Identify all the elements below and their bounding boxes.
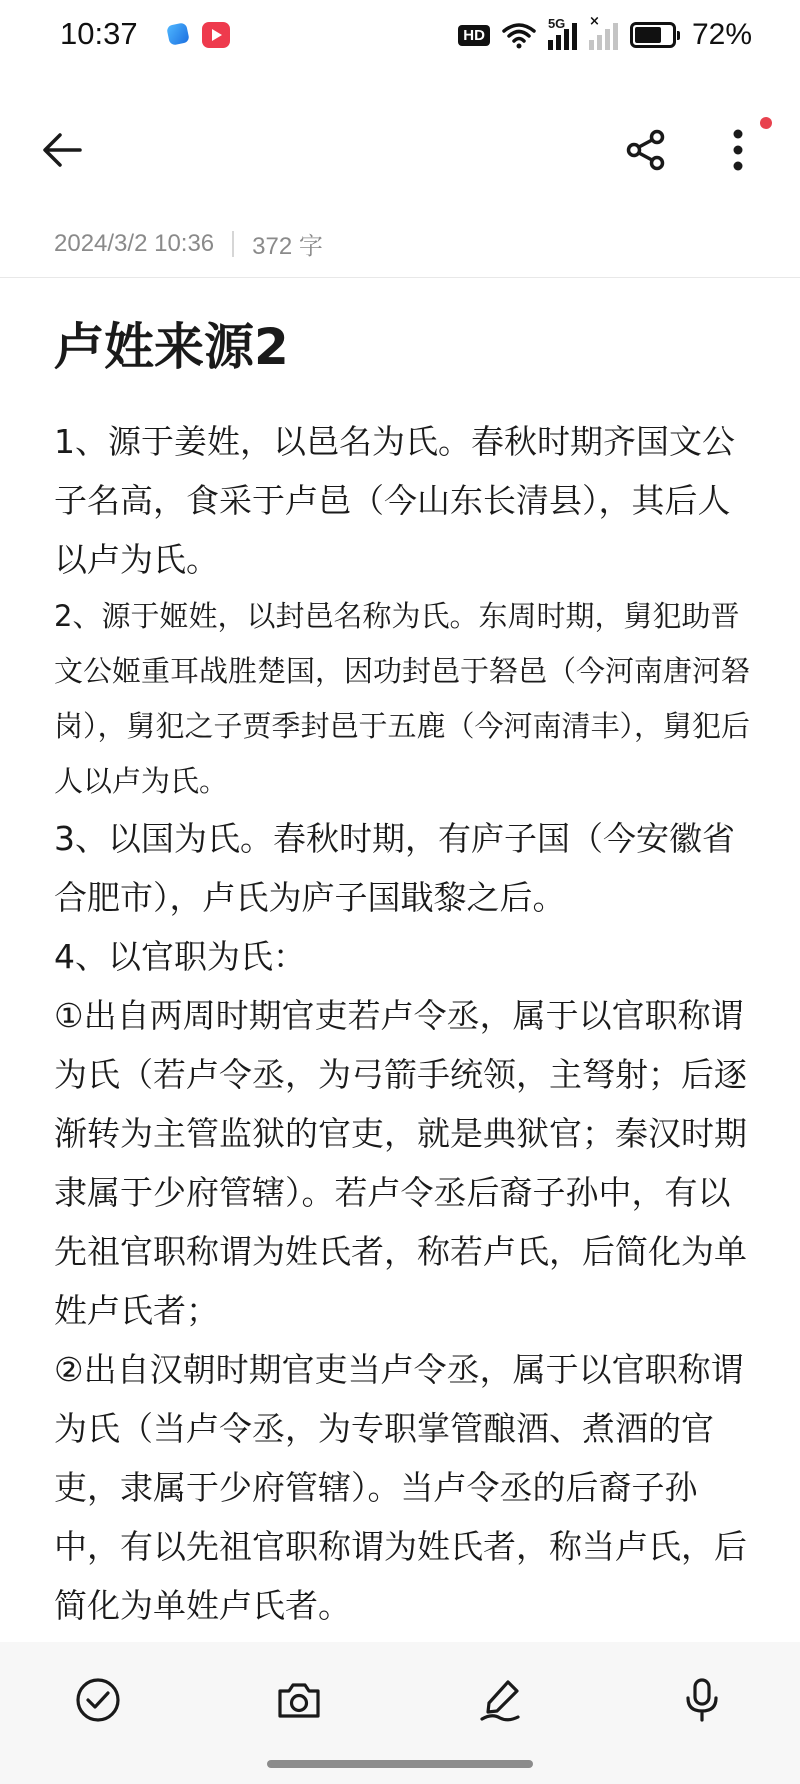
- note-paragraph: 1、源于姜姓，以邑名为氏。春秋时期齐国文公子名高，食采于卢邑（今山东长清县），其后人以卢为氏。: [54, 422, 735, 579]
- note-date: 2024/3/2 10:36: [54, 229, 215, 257]
- battery-icon: [630, 22, 680, 48]
- battery-percent: 72%: [691, 18, 752, 51]
- checklist-icon: [75, 1677, 121, 1723]
- voice-button[interactable]: [670, 1668, 734, 1732]
- note-meta: [54, 226, 323, 261]
- more-vertical-icon: [732, 129, 744, 171]
- handwriting-icon: [478, 1677, 524, 1723]
- share-icon: [625, 129, 667, 171]
- signal-5g-icon: [547, 16, 577, 50]
- arrow-left-icon: [40, 128, 84, 172]
- note-body[interactable]: [54, 412, 754, 1635]
- cloud-app-icon: [166, 22, 190, 46]
- handwriting-button[interactable]: [469, 1668, 533, 1732]
- status-bar: [0, 0, 800, 72]
- back-button[interactable]: [30, 100, 94, 200]
- app-bar: [0, 100, 800, 200]
- more-button[interactable]: [706, 100, 770, 200]
- note-title[interactable]: 卢姓来源2: [54, 318, 289, 376]
- wifi-icon: [502, 21, 536, 49]
- home-indicator[interactable]: [267, 1760, 533, 1768]
- header-divider: [0, 277, 800, 278]
- note-paragraph: 4、以官职为氏：: [54, 937, 306, 976]
- note-paragraph: 2、源于姬姓，以封邑名称为氏。东周时期，舅犯助晋文公姬重耳战胜楚国，因功封邑于砮邑（今河南唐河砮岗），舅犯之子贾季封邑于五鹿（今河南清丰），舅犯后人以卢为氏。: [54, 599, 751, 798]
- notification-dot: [760, 117, 772, 129]
- note-word-count: 372 字: [252, 233, 323, 260]
- note-paragraph: 3、以国为氏。春秋时期，有庐子国（今安徽省合肥市），卢氏为庐子国戢黎之后。: [54, 819, 735, 917]
- microphone-icon: [682, 1677, 722, 1723]
- share-button[interactable]: [614, 100, 678, 200]
- hd-icon: HD: [458, 25, 490, 46]
- network-label: 5G: [547, 16, 566, 31]
- note-paragraph: ①出自两周时期官吏若卢令丞，属于以官职称谓为氏（若卢令丞，为弓箭手统领，主弩射；后逐渐转为主管监狱的官吏，就是典狱官；秦汉时期隶属于少府管辖）。若卢令丞后裔子孙中，有以先祖官职称谓为姓氏者，称若卢氏，后简化为单姓卢氏者；: [54, 996, 747, 1330]
- camera-icon: [276, 1679, 322, 1721]
- status-time: 10:37: [60, 16, 138, 51]
- meta-divider: [232, 231, 234, 257]
- checklist-button[interactable]: [66, 1668, 130, 1732]
- signal-no-sim-icon: ×: [589, 20, 618, 50]
- camera-button[interactable]: [267, 1668, 331, 1732]
- status-icons: [458, 14, 752, 52]
- note-paragraph: ②出自汉朝时期官吏当卢令丞，属于以官职称谓为氏（当卢令丞，为专职掌管酿酒、煮酒的官吏，隶属于少府管辖）。当卢令丞的后裔子孙中，有以先祖官职称谓为姓氏者，称当卢氏，后简化为单姓卢氏者。: [54, 1350, 747, 1625]
- video-app-icon: [202, 22, 230, 48]
